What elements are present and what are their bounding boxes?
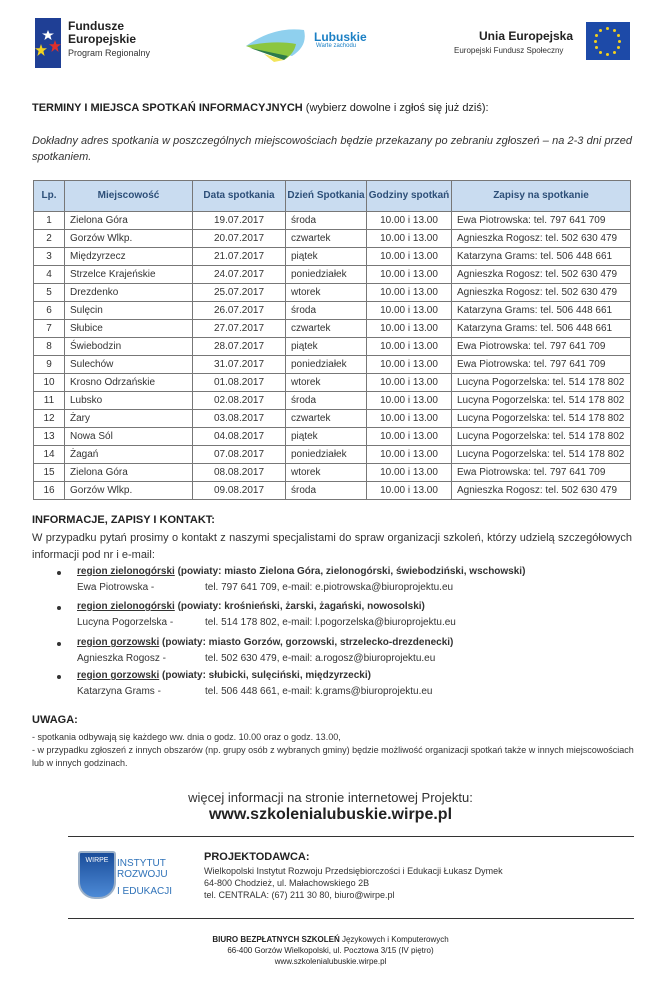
row-hours: 10.00 i 13.00 (367, 230, 452, 248)
row-city: Zielona Góra (65, 464, 193, 482)
footer (0, 934, 661, 967)
table-row (34, 374, 631, 392)
row-signup-contact: Lucyna Pogorzelska: tel. 514 178 802 (452, 446, 631, 464)
eu-subtitle: Europejski Fundusz Społeczny (454, 46, 564, 55)
row-weekday: poniedziałek (286, 446, 367, 464)
header-data: Data spotkania (193, 181, 286, 212)
table-row (34, 266, 631, 284)
row-date: 20.07.2017 (193, 230, 286, 248)
contact-person: Lucyna Pogorzelska - (77, 617, 174, 628)
bullet-icon (57, 642, 61, 646)
table-row (34, 428, 631, 446)
row-date: 09.08.2017 (193, 482, 286, 500)
contact-person: Katarzyna Grams - (77, 686, 161, 697)
table-row (34, 482, 631, 500)
row-number: 15 (34, 464, 65, 482)
row-weekday: piątek (286, 248, 367, 266)
bullet-icon (57, 675, 61, 679)
bullet-icon (57, 606, 61, 610)
footer-office-type: Językowych i Komputerowych (339, 935, 449, 944)
table-row (34, 320, 631, 338)
region-districts: (powiaty: krośnieński, żarski, żagański, nowosolski) (174, 601, 425, 612)
row-signup-contact: Ewa Piotrowska: tel. 797 641 709 (452, 338, 631, 356)
row-number: 4 (34, 266, 65, 284)
row-date: 07.08.2017 (193, 446, 286, 464)
row-date: 26.07.2017 (193, 302, 286, 320)
row-date: 24.07.2017 (193, 266, 286, 284)
row-date: 08.08.2017 (193, 464, 286, 482)
table-row (34, 356, 631, 374)
contact-details[interactable]: tel. 514 178 802, e-mail: l.pogorzelska@biuroprojektu.eu (205, 617, 456, 628)
wirpe-badge-text: WIRPE (85, 857, 109, 864)
row-signup-contact: Lucyna Pogorzelska: tel. 514 178 802 (452, 374, 631, 392)
fe-title-line2: Europejskie (68, 32, 137, 46)
region-name: region zielonogórski (77, 601, 175, 612)
row-signup-contact: Agnieszka Rogosz: tel. 502 630 479 (452, 266, 631, 284)
row-city: Międzyrzecz (65, 248, 193, 266)
footer-office-name: BIURO BEZPŁATNYCH SZKOLEŃ (212, 935, 340, 944)
region-districts: (powiaty: miasto Zielona Góra, zielonogórski, świebodziński, wschowski) (174, 566, 526, 577)
uwaga-line: - spotkania odbywają się każdego ww. dnia o godz. 10.00 oraz o godz. 13.00, (32, 732, 341, 742)
row-city: Gorzów Wlkp. (65, 230, 193, 248)
uwaga-title: UWAGA: (32, 714, 78, 726)
row-signup-contact: Lucyna Pogorzelska: tel. 514 178 802 (452, 428, 631, 446)
row-hours: 10.00 i 13.00 (367, 284, 452, 302)
yellow-star-icon (35, 44, 47, 56)
row-city: Świebodzin (65, 338, 193, 356)
table-row (34, 338, 631, 356)
bullet-icon (57, 571, 61, 575)
row-date: 27.07.2017 (193, 320, 286, 338)
row-city: Strzelce Krajeńskie (65, 266, 193, 284)
table-row (34, 248, 631, 266)
white-star-icon (42, 30, 54, 40)
row-city: Żagań (65, 446, 193, 464)
header-lp: Lp. (34, 181, 65, 212)
row-date: 03.08.2017 (193, 410, 286, 428)
row-weekday: środa (286, 302, 367, 320)
row-hours: 10.00 i 13.00 (367, 212, 452, 230)
region-line (77, 670, 371, 681)
table-row (34, 230, 631, 248)
row-hours: 10.00 i 13.00 (367, 446, 452, 464)
row-signup-contact: Agnieszka Rogosz: tel. 502 630 479 (452, 284, 631, 302)
row-hours: 10.00 i 13.00 (367, 302, 452, 320)
row-weekday: środa (286, 392, 367, 410)
row-number: 11 (34, 392, 65, 410)
intro-note: Dokładny adres spotkania w poszczególnych miejscowościach będzie przekazany po zebraniu zgłoszeń – na 2-3 dni przed spotkaniem. (32, 135, 632, 163)
section-heading (32, 102, 489, 114)
row-number: 1 (34, 212, 65, 230)
row-number: 9 (34, 356, 65, 374)
uwaga-line: - w przypadku zgłoszeń z innych obszarów (np. grupy osób z wybranych gminy) będzie możliwość organizacji spotkań także w innych miejscowościach lub w innych godzinach. (32, 745, 634, 768)
header-miejscowosc: Miejscowość (65, 181, 193, 212)
row-hours: 10.00 i 13.00 (367, 356, 452, 374)
region-line (77, 637, 453, 648)
eu-title: Unia Europejska (479, 29, 574, 43)
divider (68, 836, 634, 837)
projektodawca-title: PROJEKTODAWCA: (204, 851, 310, 863)
row-hours: 10.00 i 13.00 (367, 482, 452, 500)
row-weekday: czwartek (286, 320, 367, 338)
info-title: INFORMACJE, ZAPISY I KONTAKT: (32, 514, 215, 526)
region-districts: (powiaty: miasto Gorzów, gorzowski, strzelecko-drezdenecki) (159, 637, 454, 648)
wirpe-logo-text (117, 852, 172, 897)
wirpe-shield-icon (78, 851, 116, 899)
row-number: 14 (34, 446, 65, 464)
region-name: region gorzowski (77, 637, 160, 648)
contact-person: Ewa Piotrowska - (77, 582, 155, 593)
fundusze-europejskie-logo (35, 18, 61, 68)
row-signup-contact: Agnieszka Rogosz: tel. 502 630 479 (452, 482, 631, 500)
row-city: Lubsko (65, 392, 193, 410)
row-date: 25.07.2017 (193, 284, 286, 302)
region-line (77, 566, 525, 577)
row-hours: 10.00 i 13.00 (367, 266, 452, 284)
row-number: 13 (34, 428, 65, 446)
table-row (34, 464, 631, 482)
row-city: Słubice (65, 320, 193, 338)
row-number: 8 (34, 338, 65, 356)
lubuskie-title: Lubuskie (314, 30, 367, 44)
projektodawca-address: 64-800 Chodzież, ul. Małachowskiego 2B (204, 878, 370, 888)
fe-logo-title (68, 20, 136, 46)
row-date: 02.08.2017 (193, 392, 286, 410)
row-date: 04.08.2017 (193, 428, 286, 446)
table-header-row (34, 181, 631, 212)
contact-details[interactable]: tel. 506 448 661, e-mail: k.grams@biuroprojektu.eu (205, 686, 433, 697)
row-number: 6 (34, 302, 65, 320)
row-weekday: piątek (286, 338, 367, 356)
row-number: 12 (34, 410, 65, 428)
contact-details[interactable]: tel. 502 630 479, e-mail: a.rogosz@biuroprojektu.eu (205, 653, 436, 664)
row-weekday: piątek (286, 428, 367, 446)
row-date: 21.07.2017 (193, 248, 286, 266)
row-city: Sulechów (65, 356, 193, 374)
info-paragraph: W przypadku pytań prosimy o kontakt z naszymi specjalistami do spraw organizacji szkoleń, którzy udzielą szczegółowych informacji pod nr i e-mail: (32, 532, 632, 561)
header-godziny: Godziny spotkań (367, 181, 452, 212)
row-number: 3 (34, 248, 65, 266)
row-number: 16 (34, 482, 65, 500)
row-hours: 10.00 i 13.00 (367, 428, 452, 446)
row-date: 01.08.2017 (193, 374, 286, 392)
row-weekday: czwartek (286, 410, 367, 428)
region-line (77, 601, 425, 612)
projektodawca-contact: tel. CENTRALA: (67) 211 30 80, biuro@wirpe.pl (204, 890, 395, 900)
divider (68, 918, 634, 919)
uwaga-notes (32, 731, 636, 770)
wirpe-line2: ROZWOJU (117, 869, 168, 880)
region-districts: (powiaty: słubicki, sulęciński, międzyrzecki) (159, 670, 371, 681)
fe-title-line1: Fundusze (68, 19, 124, 33)
row-weekday: czwartek (286, 230, 367, 248)
wirpe-line3: I EDUKACJI (117, 886, 173, 897)
website-url[interactable]: www.szkolenialubuskie.wirpe.pl (208, 806, 453, 823)
row-hours: 10.00 i 13.00 (367, 338, 452, 356)
row-hours: 10.00 i 13.00 (367, 464, 452, 482)
footer-line1 (0, 934, 661, 945)
row-signup-contact: Katarzyna Grams: tel. 506 448 661 (452, 302, 631, 320)
wirpe-line1: INSTYTUT (117, 858, 166, 869)
row-hours: 10.00 i 13.00 (367, 248, 452, 266)
row-city: Żary (65, 410, 193, 428)
region-name: region gorzowski (77, 670, 160, 681)
footer-url[interactable]: www.szkolenialubuskie.wirpe.pl (274, 957, 387, 966)
projektodawca-name: Wielkopolski Instytut Rozwoju Przedsiębiorczości i Edukacji Łukasz Dymek (204, 866, 503, 876)
row-signup-contact: Agnieszka Rogosz: tel. 502 630 479 (452, 230, 631, 248)
region-item (57, 566, 637, 598)
heading-bold: TERMINY I MIEJSCA SPOTKAŃ INFORMACYJNYCH (32, 102, 303, 114)
footer-address: 66-400 Gorzów Wielkopolski, ul. Pocztowa 3/15 (IV piętro) (227, 946, 434, 955)
row-signup-contact: Lucyna Pogorzelska: tel. 514 178 802 (452, 392, 631, 410)
row-hours: 10.00 i 13.00 (367, 374, 452, 392)
row-city: Nowa Sól (65, 428, 193, 446)
row-hours: 10.00 i 13.00 (367, 392, 452, 410)
contact-person: Agnieszka Rogosz - (77, 653, 166, 664)
table-row (34, 410, 631, 428)
row-city: Zielona Góra (65, 212, 193, 230)
row-signup-contact: Ewa Piotrowska: tel. 797 641 709 (452, 212, 631, 230)
eu-flag-icon (586, 22, 630, 60)
row-signup-contact: Ewa Piotrowska: tel. 797 641 709 (452, 356, 631, 374)
fe-logo-subtitle: Program Regionalny (68, 48, 151, 58)
row-date: 19.07.2017 (193, 212, 286, 230)
row-signup-contact: Lucyna Pogorzelska: tel. 514 178 802 (452, 410, 631, 428)
table-row (34, 284, 631, 302)
lubuskie-subtitle: Warte zachodu (316, 43, 357, 49)
table-row (34, 392, 631, 410)
row-date: 28.07.2017 (193, 338, 286, 356)
row-city: Gorzów Wlkp. (65, 482, 193, 500)
row-signup-contact: Katarzyna Grams: tel. 506 448 661 (452, 248, 631, 266)
region-item (57, 670, 637, 702)
row-hours: 10.00 i 13.00 (367, 320, 452, 338)
row-city: Sulęcin (65, 302, 193, 320)
row-date: 31.07.2017 (193, 356, 286, 374)
row-number: 7 (34, 320, 65, 338)
row-weekday: wtorek (286, 464, 367, 482)
website-label: więcej informacji na stronie internetowej Projektu: (188, 790, 473, 805)
heading-rest: (wybierz dowolne i zgłoś się już dziś): (302, 102, 489, 114)
red-star-icon (49, 40, 61, 52)
row-weekday: środa (286, 482, 367, 500)
lubuskie-logo-icon (244, 26, 310, 62)
header-zapisy: Zapisy na spotkanie (452, 181, 631, 212)
row-number: 5 (34, 284, 65, 302)
row-signup-contact: Katarzyna Grams: tel. 506 448 661 (452, 320, 631, 338)
region-item (57, 637, 637, 669)
region-name: region zielonogórski (77, 566, 175, 577)
row-weekday: poniedziałek (286, 356, 367, 374)
row-hours: 10.00 i 13.00 (367, 410, 452, 428)
row-number: 10 (34, 374, 65, 392)
projektodawca-details (204, 865, 503, 901)
header-dzien: Dzień Spotkania (286, 181, 367, 212)
row-weekday: wtorek (286, 284, 367, 302)
table-row (34, 446, 631, 464)
row-weekday: środa (286, 212, 367, 230)
region-item (57, 601, 637, 633)
row-weekday: poniedziałek (286, 266, 367, 284)
table-row (34, 212, 631, 230)
row-signup-contact: Ewa Piotrowska: tel. 797 641 709 (452, 464, 631, 482)
row-city: Krosno Odrzańskie (65, 374, 193, 392)
row-number: 2 (34, 230, 65, 248)
table-row (34, 302, 631, 320)
row-weekday: wtorek (286, 374, 367, 392)
row-city: Drezdenko (65, 284, 193, 302)
contact-details[interactable]: tel. 797 641 709, e-mail: e.piotrowska@biuroprojektu.eu (205, 582, 454, 593)
schedule-table (33, 180, 631, 500)
